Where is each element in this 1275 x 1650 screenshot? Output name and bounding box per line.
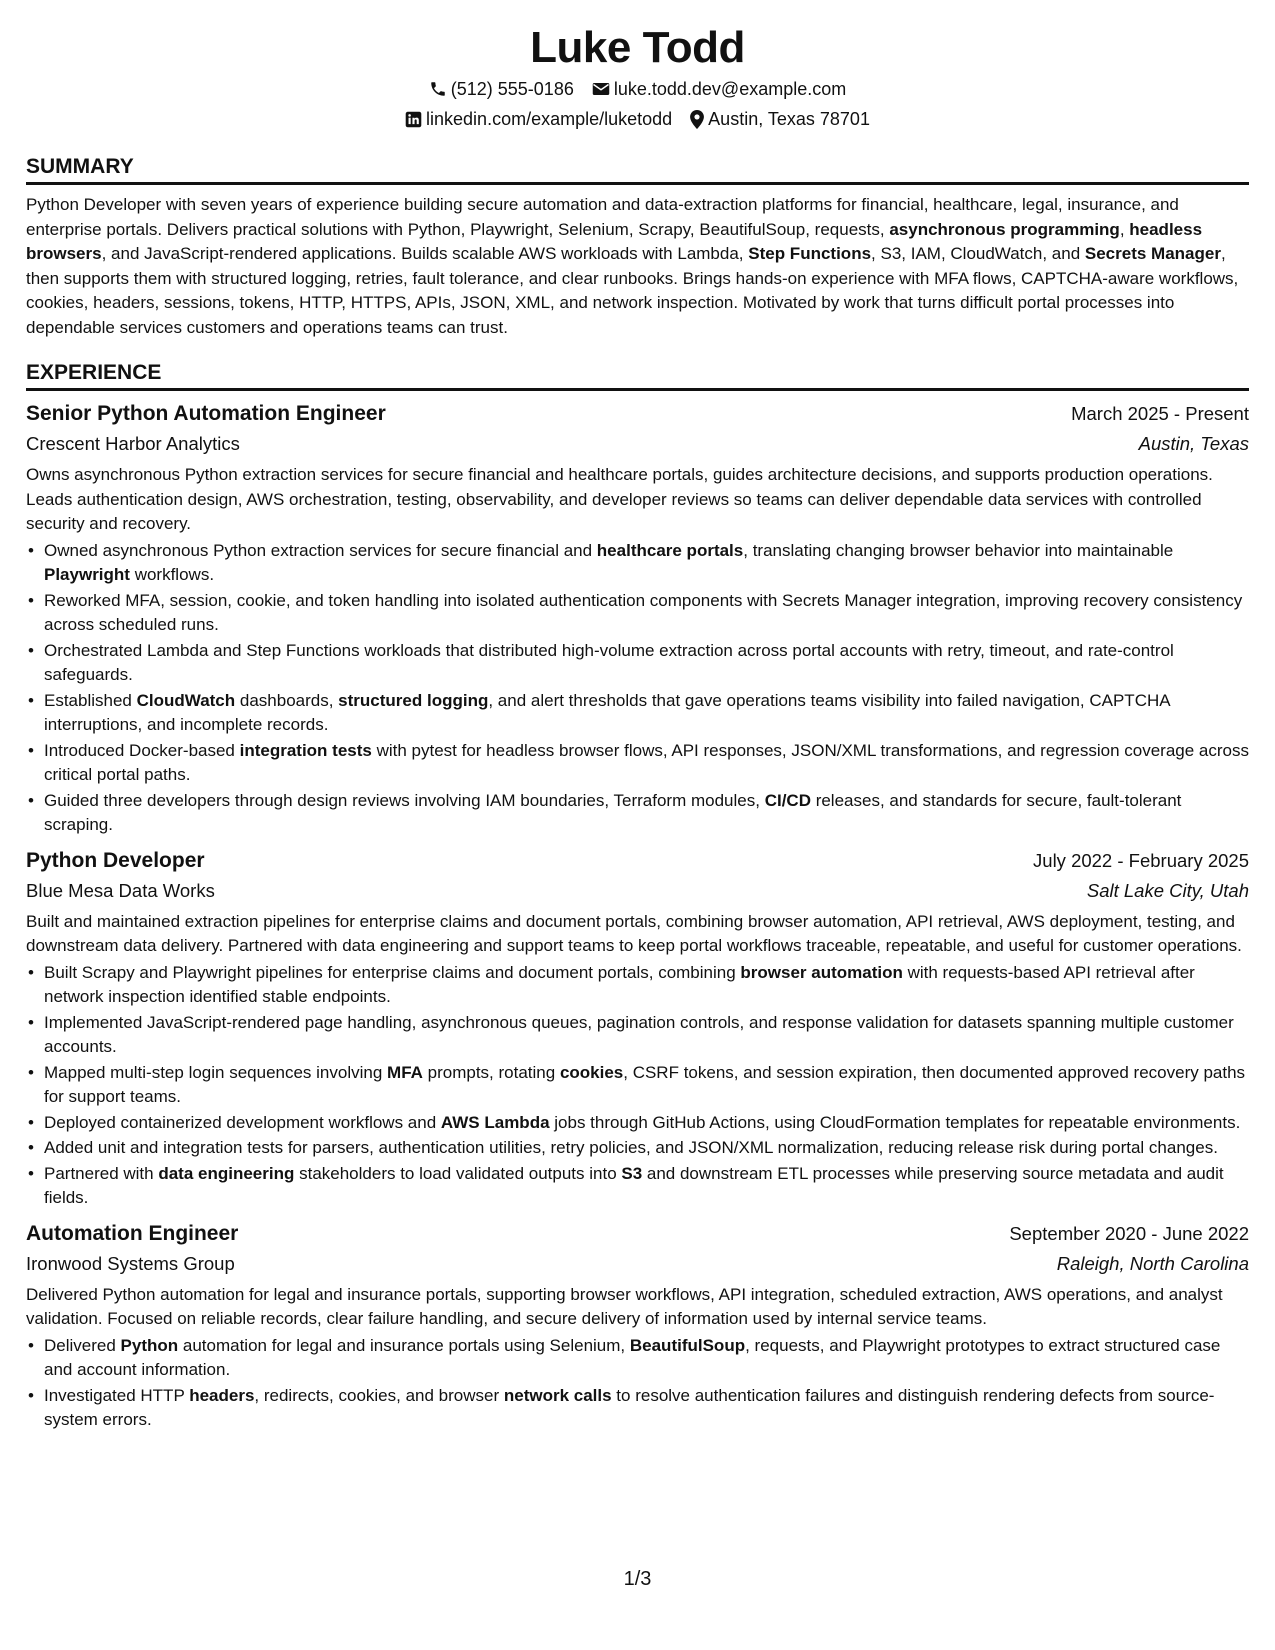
job-bullets bbox=[26, 961, 1249, 1211]
job-subheader bbox=[26, 429, 1249, 459]
bullet-item: • Guided three developers through design reviews involving IAM boundaries, Terraform modules, CI/CD releases, and standards for secure, fault-tolerant scraping. bbox=[26, 789, 1249, 838]
job-location: Raleigh, North Carolina bbox=[1056, 1252, 1249, 1274]
summary-heading: SUMMARY bbox=[26, 154, 1249, 185]
experience-list bbox=[26, 399, 1249, 1433]
job-location: Austin, Texas bbox=[1138, 433, 1249, 454]
location-text: Austin, Texas 78701 bbox=[708, 109, 870, 129]
bold-term: data engineering bbox=[158, 1163, 295, 1183]
bold-term: healthcare portals bbox=[596, 540, 744, 560]
summary-text: Python Developer with seven years of experience building secure automation and data-extraction platforms for financial, healthcare, legal, insurance, and enterprise portals. Delivers practical solutions with Python, Playwright, Selenium, Scrapy, BeautifulSoup, requests, asynchronous programming, headless browsers, and JavaScript-rendered applications. Builds scalable AWS workloads with Lambda, Step Functions, S3, IAM, CloudWatch, and Secrets Manager, then supports them with structured logging, retries, fault tolerance, and clear runbooks. Brings hands-on experience with MFA flows, CAPTCHA-aware workflows, cookies, headers, sessions, tokens, HTTP, HTTPS, APIs, JSON, XML, and network inspection. Motivated by work that turns difficult portal processes into dependable services customers and operations teams can trust. bbox=[26, 195, 1239, 337]
job-entry bbox=[26, 1219, 1249, 1433]
bold-term: Python bbox=[120, 1335, 179, 1355]
bold-term: AWS Lambda bbox=[440, 1112, 550, 1132]
bold-term: CloudWatch bbox=[136, 690, 236, 710]
page-number: 1/3 bbox=[623, 1568, 652, 1590]
bold-term: headless browsers bbox=[26, 219, 1203, 263]
job-subheader bbox=[26, 876, 1249, 906]
job-summary: Built and maintained extraction pipelines for enterprise claims and document portals, combining browser automation, API retrieval, AWS deployment, testing, and downstream data delivery. Partnered with data engineering and support teams to keep portal workflows traceable, repeatable, and useful for customer operations. bbox=[26, 911, 1242, 955]
company-name: Ironwood Systems Group bbox=[26, 1252, 235, 1274]
bullet-item: • Added unit and integration tests for parsers, authentication utilities, retry policies, and JSON/XML normalization, reducing release risk during portal changes. bbox=[26, 1136, 1249, 1161]
job-title: Automation Engineer bbox=[26, 1221, 239, 1245]
job-bullets bbox=[26, 539, 1249, 838]
job-header bbox=[26, 399, 1249, 429]
phone-number: (512) 555-0186 bbox=[450, 79, 574, 99]
job-subheader bbox=[26, 1249, 1249, 1279]
bullet-item: • Deployed containerized development workflows and AWS Lambda jobs through GitHub Actions, using CloudFormation templates for repeatable environments. bbox=[26, 1111, 1249, 1136]
job-summary: Delivered Python automation for legal and insurance portals, supporting browser workflows, API integration, scheduled extraction, AWS operations, and analyst validation. Focused on reliable records, clear failure handling, and secure delivery of information used by internal service teams. bbox=[26, 1284, 1223, 1328]
job-entry bbox=[26, 846, 1249, 1211]
bullet-item: • Delivered Python automation for legal and insurance portals using Selenium, BeautifulSoup, requests, and Playwright prototypes to extract structured case and account information. bbox=[26, 1334, 1249, 1383]
bold-term: Step Functions bbox=[748, 244, 872, 263]
phone-icon bbox=[429, 80, 447, 98]
job-title: Senior Python Automation Engineer bbox=[26, 402, 386, 425]
job-dates: July 2022 - February 2025 bbox=[1033, 849, 1249, 871]
bold-term: structured logging bbox=[338, 690, 489, 710]
bold-term: CI/CD bbox=[764, 790, 811, 810]
bold-term: Playwright bbox=[44, 565, 130, 584]
bold-term: headers bbox=[189, 1385, 255, 1405]
job-title: Python Developer bbox=[26, 848, 205, 872]
contact-line-1 bbox=[26, 74, 1249, 104]
bullet-item: • Built Scrapy and Playwright pipelines for enterprise claims and document portals, combining browser automation with requests-based API retrieval after network inspection identified stable endpoints. bbox=[26, 961, 1249, 1010]
linkedin-icon bbox=[405, 111, 422, 128]
bold-term: Secrets Manager bbox=[1084, 244, 1221, 263]
job-bullets bbox=[26, 1334, 1249, 1433]
job-entry bbox=[26, 399, 1249, 838]
bullet-item: • Introduced Docker-based integration tests with pytest for headless browser flows, API responses, JSON/XML transformations, and regression coverage across critical portal paths. bbox=[26, 739, 1249, 788]
bullet-item: • Partnered with data engineering stakeholders to load validated outputs into S3 and downstream ETL processes while preserving source metadata and audit fields. bbox=[26, 1162, 1249, 1211]
bullet-item: • Mapped multi-step login sequences involving MFA prompts, rotating cookies, CSRF tokens, and session expiration, then documented approved recovery paths for support teams. bbox=[26, 1061, 1249, 1110]
bold-term: integration tests bbox=[239, 740, 372, 760]
bold-term: network calls bbox=[503, 1385, 612, 1405]
company-name: Crescent Harbor Analytics bbox=[26, 433, 240, 454]
map-pin-icon bbox=[690, 110, 704, 129]
contact-line-2 bbox=[26, 104, 1249, 134]
bullet-item: • Owned asynchronous Python extraction services for secure financial and healthcare portals, translating changing browser behavior into maintainable Playwright workflows. bbox=[26, 539, 1249, 588]
bold-term: BeautifulSoup bbox=[629, 1335, 746, 1355]
bullet-item: • Implemented JavaScript-rendered page handling, asynchronous queues, pagination controls, and response validation for datasets spanning multiple customer accounts. bbox=[26, 1011, 1249, 1060]
job-location: Salt Lake City, Utah bbox=[1086, 879, 1249, 901]
job-header bbox=[26, 846, 1249, 876]
bullet-item: • Reworked MFA, session, cookie, and token handling into isolated authentication components with Secrets Manager integration, improving recovery consistency across scheduled runs. bbox=[26, 589, 1249, 638]
bullet-item: • Investigated HTTP headers, redirects, cookies, and browser network calls to resolve authentication failures and distinguish rendering defects from source-system errors. bbox=[26, 1384, 1249, 1433]
location-contact bbox=[690, 104, 870, 134]
linkedin-contact[interactable] bbox=[405, 104, 672, 134]
job-dates: September 2020 - June 2022 bbox=[1009, 1222, 1249, 1244]
resume-header bbox=[26, 0, 1249, 134]
bold-term: browser automation bbox=[740, 962, 903, 982]
bold-term: S3 bbox=[621, 1163, 643, 1183]
bold-term: asynchronous programming bbox=[889, 219, 1120, 239]
job-dates: March 2025 - Present bbox=[1071, 403, 1249, 424]
envelope-icon bbox=[592, 81, 610, 97]
bold-term: MFA bbox=[387, 1062, 423, 1082]
job-header bbox=[26, 1219, 1249, 1249]
linkedin-link[interactable]: linkedin.com/example/luketodd bbox=[426, 109, 673, 129]
email-link[interactable]: luke.todd.dev@example.com bbox=[613, 79, 847, 99]
job-summary: Owns asynchronous Python extraction services for secure financial and healthcare portals, guides architecture decisions, and supports production operations. Leads authentication design, AWS orchestration, testing, observability, and developer reviews so teams can deliver dependable data services with controlled security and recovery. bbox=[26, 465, 1213, 533]
experience-heading: EXPERIENCE bbox=[26, 360, 1249, 391]
bullet-item: • Established CloudWatch dashboards, structured logging, and alert thresholds that gave operations teams visibility into failed navigation, CAPTCHA interruptions, and incomplete records. bbox=[26, 689, 1249, 738]
bold-term: cookies bbox=[559, 1062, 624, 1082]
company-name: Blue Mesa Data Works bbox=[26, 879, 215, 901]
bullet-item: • Orchestrated Lambda and Step Functions workloads that distributed high-volume extraction across portal accounts with retry, timeout, and rate-control safeguards. bbox=[26, 639, 1249, 688]
email-contact[interactable] bbox=[592, 74, 846, 104]
candidate-name: Luke Todd bbox=[530, 23, 745, 72]
phone-contact bbox=[429, 74, 574, 104]
